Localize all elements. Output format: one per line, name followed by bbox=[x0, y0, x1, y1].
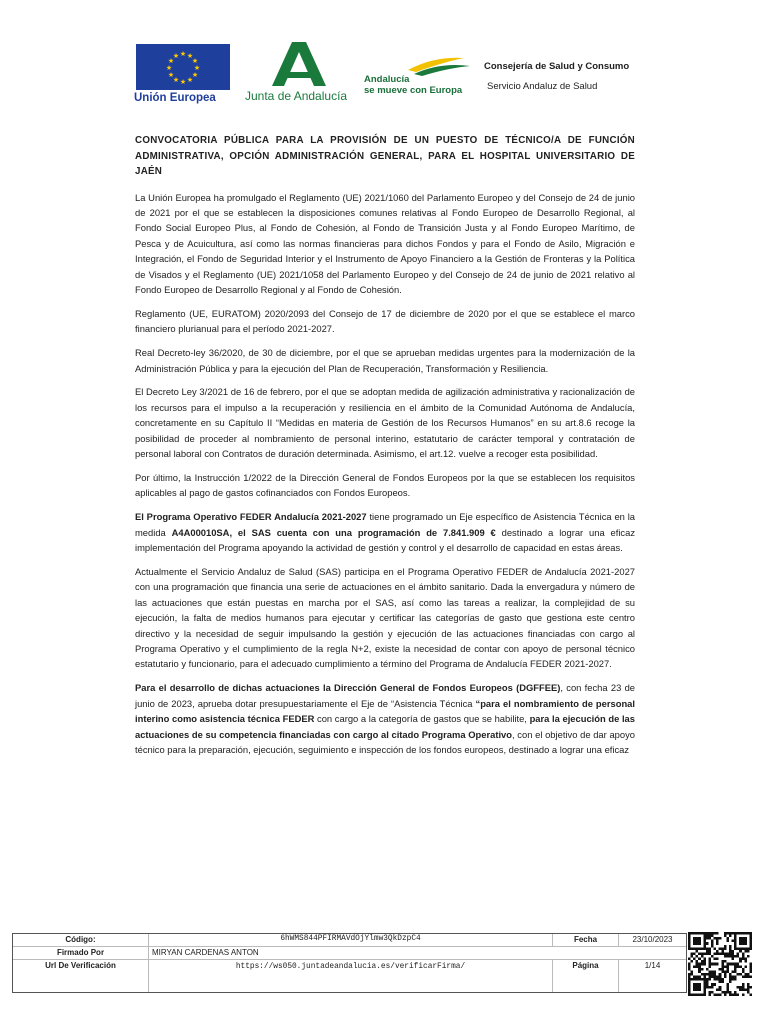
svg-text:★: ★ bbox=[193, 64, 201, 72]
codigo-value: 6hWMS844PFIRMAVdOjYlmw3QkDzpC4 bbox=[149, 934, 553, 946]
paragraph-5: Por último, la Instrucción 1/2022 de la Dirección General de Fondos Europeos por la que se establecen los requisitos aplicables al pago de gastos cofinanciados con Fondos Europeos. bbox=[135, 472, 635, 499]
paragraph-2: Reglamento (UE, EURATOM) 2020/2093 del Consejo de 17 de diciembre de 2020 por el que se establece el marco financiero plurianual para el período 2021-2027. bbox=[135, 307, 635, 335]
footer-row-firmado bbox=[13, 947, 686, 960]
footer-row-codigo bbox=[13, 934, 686, 947]
firmado-value: MIRYAN CARDENAS ANTON bbox=[152, 948, 259, 957]
paragraph-6 bbox=[135, 509, 635, 555]
p6-bold-2: A4A00010SA, el SAS cuenta con una programación de 7.841.909 € bbox=[171, 526, 496, 538]
pagina-value: 1/14 bbox=[644, 961, 661, 970]
svg-text:★: ★ bbox=[165, 64, 173, 72]
svg-text:★: ★ bbox=[172, 52, 180, 60]
paragraph-1: La Unión Europea ha promulgado el Reglamento (UE) 2021/1060 del Parlamento Europeo y del Consejo de 24 de junio de 2021 por el que se establecen la disposiciones comunes relativas al Fondo Europeo de Desarrollo Regional, al Fondo Social Europeo Plus, al Fondo de Cohesión, al Fondo de Transición Justa y al Fondo Europeo Marítimo, de Pesca y de Acuicultura, así como las normas financieras para dichos Fondos y para el Fondo de Asilo, Migración e Integración, el Fondo de Seguridad Interior y el Instrumento de Apoyo Financiero a la Gestión de Fronteras y la Política de Visados y el Reglamento (UE) 2021/1058 del Parlamento Europeo y del Consejo de 24 de junio de 2021 relativo al Fondo Europeo de Desarrollo Regional y al Fondo de Cohesión. bbox=[135, 191, 635, 295]
svg-text:★: ★ bbox=[191, 71, 199, 79]
pagina-label: Página bbox=[553, 960, 619, 992]
url-label: Url De Verificación bbox=[13, 960, 149, 992]
fecha-label: Fecha bbox=[553, 934, 619, 946]
eu-flag-logo bbox=[136, 44, 230, 90]
letterhead bbox=[0, 0, 770, 115]
footer-row-url bbox=[13, 960, 686, 992]
svg-text:★: ★ bbox=[167, 57, 175, 65]
paragraph-3: Real Decreto-ley 36/2020, de 30 de diciembre, por el que se aprueban medidas urgentes para la modernización de la Administración Pública y para la ejecución del Plan de Recuperación, Transformación y Resiliencia. bbox=[135, 347, 635, 374]
junta-andalucia-logo bbox=[270, 40, 328, 88]
svg-text:★: ★ bbox=[191, 57, 199, 65]
junta-label: Junta de Andalucía bbox=[245, 89, 348, 103]
svg-text:★: ★ bbox=[186, 76, 194, 84]
svg-text:★: ★ bbox=[179, 50, 187, 58]
p8-text-2: con cargo a la categoría de gastos que se habilite, bbox=[314, 713, 530, 725]
svg-text:★: ★ bbox=[179, 78, 187, 86]
qr-code-icon bbox=[688, 932, 752, 996]
paragraph-8 bbox=[135, 680, 635, 757]
paragraph-4: El Decreto Ley 3/2021 de 16 de febrero, por el que se adoptan medida de agilización administrativa y racionalización de los recursos para el impulso a la recuperación y resiliencia en el ámbito de la Comunidad Autónoma de Andalucía, concretamente en su Capítulo II “Medidas en materia de Gestión de los Recursos Humanos” en su art.8.6 recoge la posibilidad de proceder al nombramiento de personal interino, estatutario de carácter temporal y contratación de personal laboral con Contratos de duración determinada. Asimismo, el art.12. vuelve a recoger esta posibilidad. bbox=[135, 386, 635, 460]
svg-text:★: ★ bbox=[167, 71, 175, 79]
servicio-label: Servicio Andaluz de Salud bbox=[487, 81, 598, 92]
p8-bold-2: “para el nombramiento de personal interino como asistencia técnica FEDER bbox=[135, 697, 635, 725]
fecha-value: 23/10/2023 bbox=[632, 935, 673, 944]
codigo-label: Código: bbox=[13, 934, 149, 946]
url-value[interactable]: https://ws050.juntadeandalucia.es/verificarFirma/ bbox=[149, 960, 553, 992]
eu-label: Unión Europea bbox=[134, 92, 216, 104]
firmado-label: Firmado Por bbox=[13, 947, 149, 959]
p8-text-3: , con el objetivo de dar apoyo técnico para la preparación, ejecución, seguimiento e inspección de los fondos europeos, destinado a lograr una eficaz bbox=[135, 728, 635, 755]
p6-text-2: destinado a lograr una eficaz implementación del Programa apoyando la actividad de gestión y control y el desarrollo de capacidad en estas áreas. bbox=[135, 526, 636, 554]
document-body bbox=[135, 133, 635, 766]
document-title: CONVOCATORIA PÚBLICA PARA LA PROVISIÓN DE UN PUESTO DE TÉCNICO/A DE FUNCIÓN ADMINISTRATIVA, OPCIÓN ADMINISTRACIÓN GENERAL, PARA EL HOSPITAL UNIVERSITARIO DE JAÉN bbox=[135, 135, 635, 177]
andalucia-line2: se mueve con Europa bbox=[364, 85, 463, 96]
svg-text:★: ★ bbox=[186, 52, 194, 60]
p6-text-1: tiene programado un Eje específico de Asistencia Técnica en la medida bbox=[135, 511, 635, 538]
p8-bold-3: para la ejecución de las actuaciones de su competencia financiadas con cargo al citado Programa Operativo bbox=[135, 713, 635, 740]
p8-text-1: , con fecha 23 de junio de 2023, aprueba dotar presupuestariamente el Eje de “Asistencia Técnica bbox=[135, 682, 635, 709]
paragraph-7: Actualmente el Servicio Andaluz de Salud (SAS) participa en el Programa Operativo FEDER de Andalucía 2021-2027 con una programación que financia una serie de actuaciones en el ámbito sanitario. Dada la envergadura y número de las actuaciones que están puestas en marcha por el SAS, así como las tareas a realizar, la complejidad de su ejecución, la falta de medios humanos para ejecutar y certificar las categorías de gasto que gestiona este centro directivo y la necesidad de seguir impulsando la gestión y ejecución de las actuaciones financiadas con cargo al Programa Operativo y el cumplimiento de la regla N+2, existe la necesidad de contar con apoyo de personal técnico estatutario y funcionario, para el adecuado cumplimiento a término del Programa de Andalucía FEDER 2021-2027. bbox=[135, 566, 635, 670]
svg-text:★: ★ bbox=[172, 76, 180, 84]
p6-bold-1: El Programa Operativo FEDER Andalucía 2021-2027 bbox=[135, 511, 367, 523]
eu-stars-icon bbox=[136, 44, 230, 90]
andalucia-line1: Andalucía bbox=[364, 74, 410, 85]
signature-footer bbox=[12, 933, 687, 993]
p8-bold-1: Para el desarrollo de dichas actuaciones la Dirección General de Fondos Europeos (DGFFEE) bbox=[135, 682, 561, 694]
consejeria-label: Consejería de Salud y Consumo bbox=[484, 61, 630, 72]
